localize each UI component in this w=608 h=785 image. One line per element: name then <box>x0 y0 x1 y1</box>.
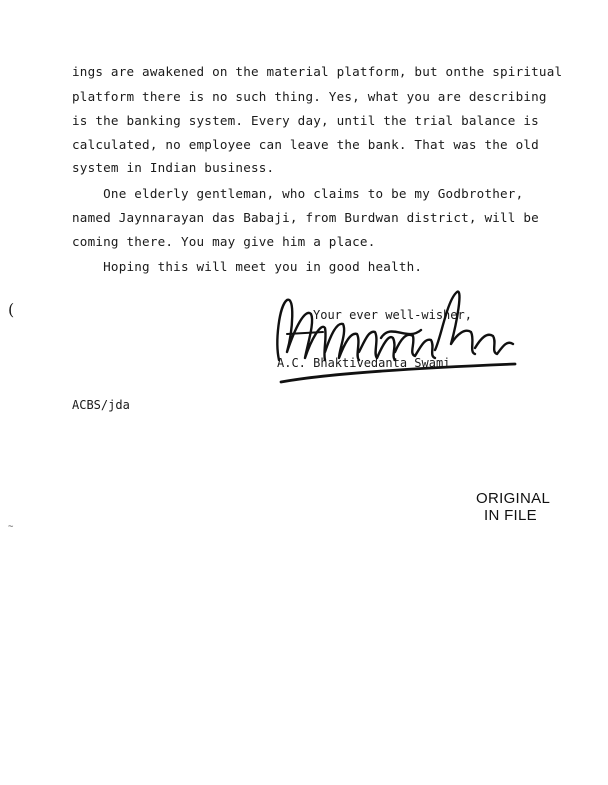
stamp-line: IN FILE <box>484 507 537 524</box>
handwritten-signature <box>265 282 525 392</box>
signer-name: A.C. Bhaktivedanta Swami <box>277 356 451 370</box>
letter-body-line: calculated, no employee can leave the bank. That was the old <box>72 137 539 152</box>
scan-speck: ~ <box>8 522 14 532</box>
letter-body-line: platform there is no such thing. Yes, what you are describing <box>72 89 547 104</box>
letter-body-line: coming there. You may give him a place. <box>72 234 376 249</box>
stamp-line: ORIGINAL <box>476 490 551 507</box>
original-in-file-stamp <box>476 490 550 524</box>
letter-body-line: Hoping this will meet you in good health. <box>72 259 423 274</box>
margin-mark: ( <box>8 300 15 319</box>
letter-body-line: named Jaynnarayan das Babaji, from Burdwan district, will be <box>72 210 539 225</box>
letter-body-line: One elderly gentleman, who claims to be my Godbrother, <box>72 186 524 201</box>
closing-salutation: Your ever well-wisher, <box>313 308 472 322</box>
reference-initials: ACBS/jda <box>72 398 130 412</box>
signature-block <box>265 282 525 392</box>
letter-body-line: system in Indian business. <box>72 160 275 175</box>
letter-body-line: is the banking system. Every day, until the trial balance is <box>72 113 539 128</box>
letter-body-line: ings are awakened on the material platform, but onthe spiritual <box>72 64 563 79</box>
